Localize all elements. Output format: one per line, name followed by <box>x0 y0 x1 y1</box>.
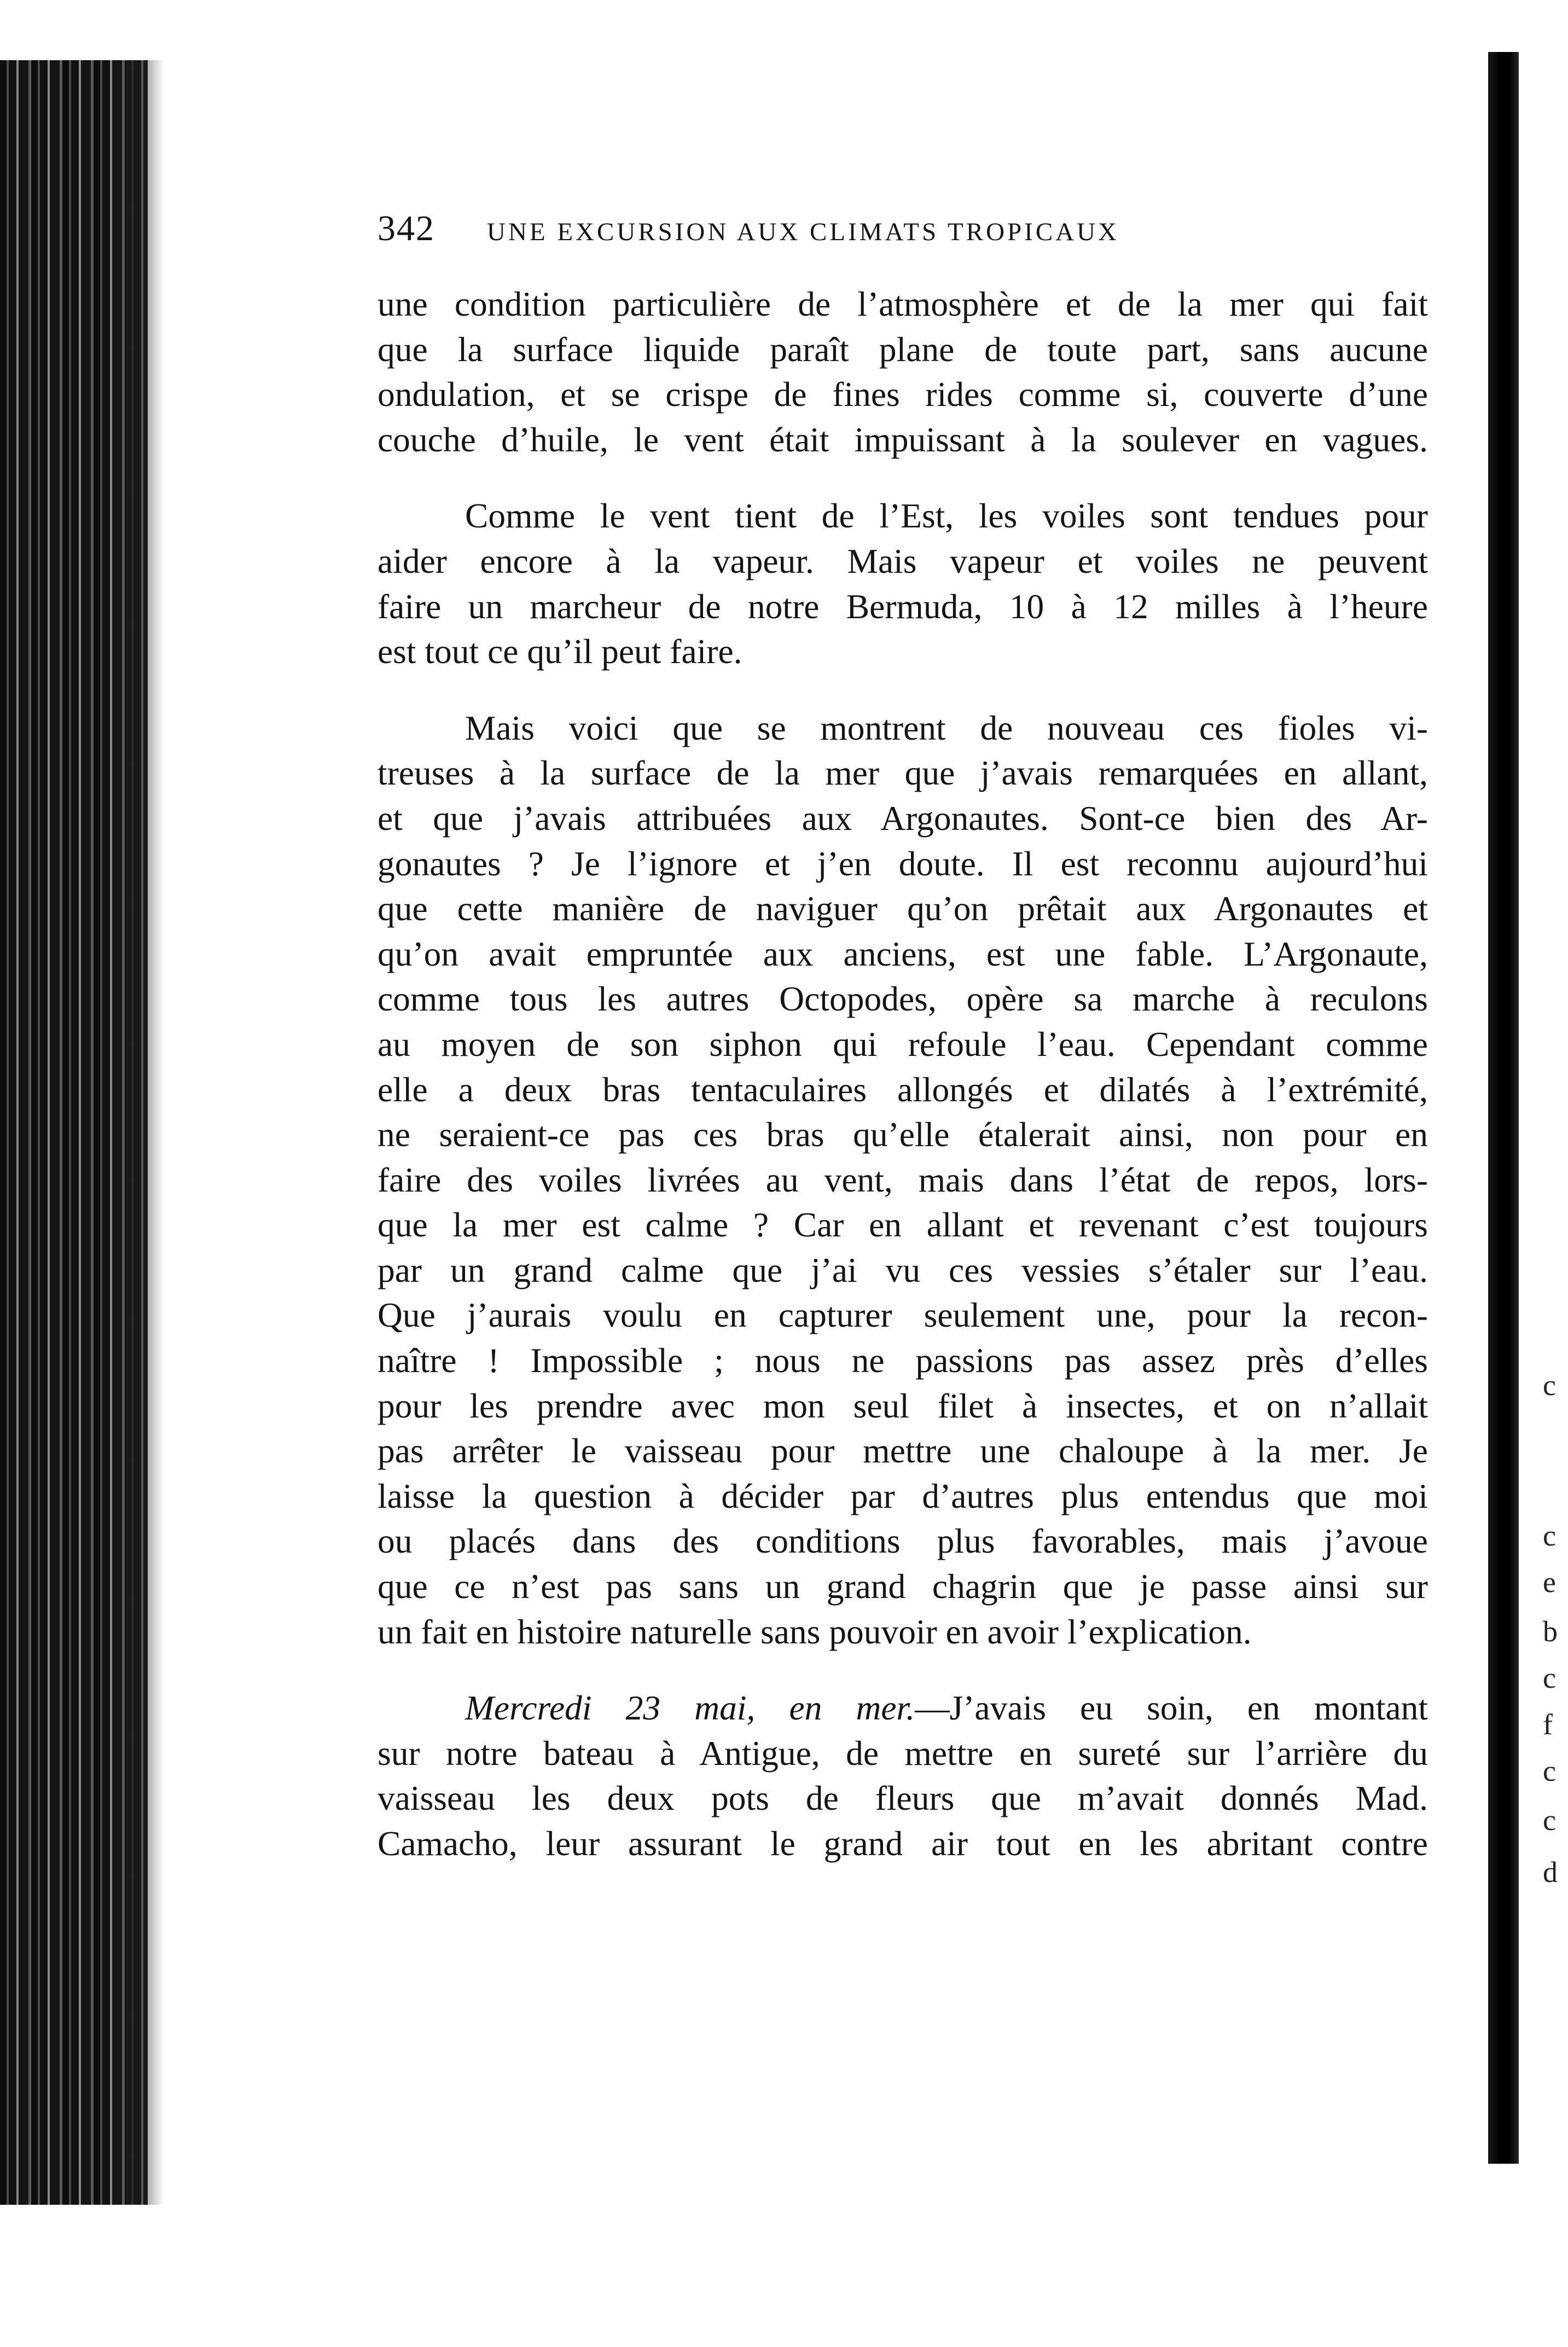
margin-fragment: c <box>1543 1519 1556 1552</box>
margin-fragment: c <box>1543 1804 1556 1837</box>
text-line: aider encore à la vapeur. Mais vapeur et voiles ne peuvent <box>378 541 1428 580</box>
text-line: elle a deux bras tentaculaires allongés et dilatés à l’extrémité, <box>378 1070 1428 1109</box>
text-line: faire des voiles livrées au vent, mais dans l’état de repos, lors- <box>378 1160 1428 1199</box>
text-line: pour les prendre avec mon seul filet à insectes, et on n’allait <box>378 1386 1428 1425</box>
text-line-rest: —J’avais eu soin, en montant <box>915 1688 1428 1728</box>
text-line: couche d’huile, le vent était impuissant à la soulever en vagues. <box>378 420 1428 459</box>
text-line: et que j’avais attribuées aux Argonautes. Sont-ce bien des Ar- <box>378 798 1428 838</box>
text-line: laisse la question à décider par d’autres plus entendus que moi <box>378 1476 1428 1515</box>
margin-fragment: b <box>1543 1615 1558 1648</box>
text-line: que la mer est calme ? Car en allant et revenant c’est toujours <box>378 1205 1428 1245</box>
margin-fragment: c <box>1543 1662 1556 1694</box>
text-line: Que j’aurais voulu en capturer seulement une, pour la recon- <box>378 1296 1428 1335</box>
text-line: que ce n’est pas sans un grand chagrin que je passe ainsi sur <box>378 1567 1428 1606</box>
page-header <box>378 208 1286 246</box>
paragraph-3 <box>378 706 1428 1654</box>
text-line: que cette manière de naviguer qu’on prêtait aux Argonautes et <box>378 889 1428 928</box>
paragraph-1 <box>378 282 1428 462</box>
text-line <box>378 1686 1428 1731</box>
page-number: 342 <box>378 208 435 248</box>
margin-fragment: f <box>1543 1708 1553 1741</box>
text-line: Camacho, leur assurant le grand air tout en les abritant contre <box>378 1824 1428 1863</box>
text-line: Mais voici que se montrent de nouveau ces fioles vi- <box>465 708 1428 747</box>
paragraph-2 <box>378 493 1428 674</box>
body-text <box>378 282 1428 1867</box>
paragraph-4 <box>378 1686 1428 1866</box>
text-line: ne seraient-ce pas ces bras qu’elle étalerait ainsi, non pour en <box>378 1115 1428 1154</box>
text-line: qu’on avait empruntée aux anciens, est une fable. L’Argonaute, <box>378 934 1428 973</box>
right-binding-shadow <box>1488 52 1519 2164</box>
margin-fragment: c <box>1543 1755 1556 1787</box>
text-line: ou placés dans des conditions plus favorables, mais j’avoue <box>378 1521 1428 1561</box>
text-line: faire un marcheur de notre Bermuda, 10 à 12 milles à l’heure <box>378 586 1428 626</box>
text-line: une condition particulière de l’atmosphère et de la mer qui fait <box>378 284 1428 323</box>
text-line: par un grand calme que j’ai vu ces vessies s’étaler sur l’eau. <box>378 1250 1428 1289</box>
text-line: sur notre bateau à Antigue, de mettre en sureté sur l’arrière du <box>378 1733 1428 1773</box>
text-line: un fait en histoire naturelle sans pouvoir en avoir l’explication. <box>378 1612 1252 1651</box>
margin-fragment: d <box>1543 1856 1558 1889</box>
text-line: au moyen de son siphon qui refoule l’eau. Cependant comme <box>378 1024 1428 1064</box>
text-line: comme tous les autres Octopodes, opère sa marche à reculons <box>378 979 1428 1019</box>
text-line: treuses à la surface de la mer que j’avais remarquées en allant, <box>378 753 1428 793</box>
text-line: est tout ce qu’il peut faire. <box>378 632 742 671</box>
running-head: UNE EXCURSION AUX CLIMATS TROPICAUX <box>487 218 1119 246</box>
margin-fragment: e <box>1543 1566 1556 1599</box>
text-line: vaisseau les deux pots de fleurs que m’avait donnés Mad. <box>378 1779 1428 1818</box>
text-line: ondulation, et se crispe de fines rides comme si, couverte d’une <box>378 375 1428 414</box>
date-line: Mercredi 23 mai, en mer. <box>465 1688 915 1728</box>
text-line: que la surface liquide paraît plane de toute part, sans aucune <box>378 329 1428 369</box>
text-line: gonautes ? Je l’ignore et j’en doute. Il est reconnu aujourd’hui <box>378 844 1428 883</box>
margin-fragment: c <box>1543 1369 1556 1402</box>
text-line: pas arrêter le vaisseau pour mettre une chaloupe à la mer. Je <box>378 1431 1428 1471</box>
text-line: naître ! Impossible ; nous ne passions pas assez près d’elles <box>378 1341 1428 1380</box>
left-binding-fade <box>126 60 164 2205</box>
text-line: Comme le vent tient de l’Est, les voiles sont tendues pour <box>465 496 1428 536</box>
